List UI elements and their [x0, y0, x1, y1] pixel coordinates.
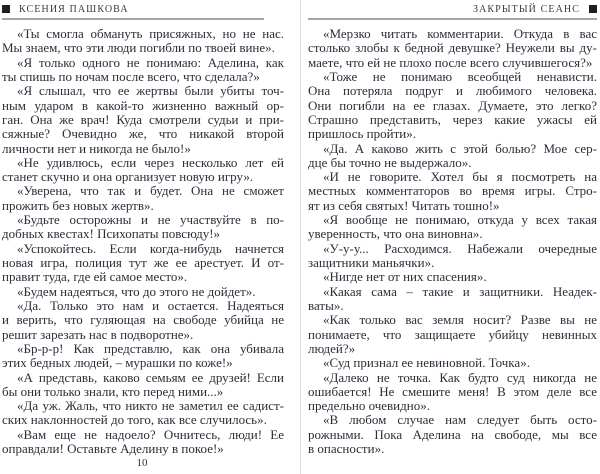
text-line: Мы знаем, что эти люди погибли по твоей вине». — [2, 41, 275, 56]
text-line: «Успокойтесь. Если когда-нибудь начнется — [17, 241, 284, 256]
page-number: 10 — [136, 457, 148, 469]
header-rule-right — [308, 18, 597, 20]
text-line: бы они только знали, кто перед ними...» — [2, 384, 224, 399]
text-line: ошибается! Не смешите меня! В этом деле все — [308, 384, 597, 399]
text-line: ным ударом в какой-то жизненно важный ор- — [2, 98, 284, 113]
text-line: «Ты смогла обмануть присяжных, но не нас. — [17, 27, 284, 41]
text-line: в опасности». — [308, 442, 385, 457]
text-line: сяжные? Очевидно же, что никакой второй — [2, 127, 284, 142]
running-title-author: КСЕНИЯ ПАШКОВА — [19, 3, 129, 15]
text-line: уверенность, что она виновна». — [308, 227, 483, 242]
text-line: столько злобы к бедной девушке? Неужели вы ду- — [308, 41, 597, 56]
text-line: защитники маньячки». — [308, 256, 435, 270]
text-line: «Мерзко читать комментарии. Откуда в вас — [323, 27, 597, 41]
page-right — [300, 0, 600, 474]
text-line: «Вам еще не надоело? Очнитесь, люди! Ее — [17, 427, 284, 442]
text-line: пришлось пройти». — [308, 127, 416, 142]
text-line: станет скучно и она организует новую игру». — [2, 170, 254, 185]
text-line: ты спишь по ночам после всего, что сделала?» — [2, 69, 260, 84]
text-line: ган. Она же врач! Куда смотрели судьи и при- — [2, 112, 284, 127]
text-line: и верить, что гуляющая на свободе убийца не — [2, 313, 284, 328]
page-text — [308, 27, 597, 456]
text-line: «А представь, каково семьям ее друзей! Если — [17, 370, 284, 385]
text-line: Она потеряла подруг и любимого человека. — [308, 84, 597, 99]
text-line: «И не говорите. Хотел бы я посмотреть на — [323, 170, 597, 185]
text-line: «Да уж. Жаль, что никто не заметил ее садист- — [17, 399, 284, 414]
text-line: личности нет и никогда не было!» — [2, 141, 191, 156]
text-line: рожными. Пока Аделина на свободе, мы все — [308, 427, 597, 442]
text-line: решит зарезать нас в подворотне». — [2, 327, 194, 342]
text-line: «У-у-у... Расходимся. Набежали очередные — [323, 241, 597, 256]
text-line: «Бр-р-р! Как представлю, как она убивала — [17, 341, 284, 356]
text-line: «Суд признал ее невиновной. Точка». — [323, 356, 530, 371]
text-line: новая игра, полиция тут же ее арестует. И от- — [2, 256, 284, 270]
text-line: предельно очевидно». — [308, 399, 430, 414]
text-line: дце бы точно не выдержало». — [308, 155, 472, 170]
text-line: «В любом случае нам следует быть осто- — [323, 413, 597, 428]
text-line: ят из себя святых! Читать тошно!» — [308, 198, 500, 213]
page-header-left — [2, 3, 284, 15]
text-line: прожить без новых жертв». — [2, 198, 154, 213]
corner-square-icon — [2, 5, 10, 13]
text-line: «Да. А каково жить с этой болью? Мое сер- — [323, 141, 597, 156]
page-text — [2, 27, 284, 456]
text-line: ских наклонностей до того, как все случилось». — [2, 413, 267, 428]
text-line: маете, что ей не плохо после всего случившегося?» — [308, 55, 593, 70]
text-line: «Да. Только это нам и остается. Надеяться — [17, 298, 284, 313]
text-line: «Не удивлюсь, если через несколько лет ей — [17, 155, 284, 170]
text-line: «Нигде нет от них спасения». — [323, 270, 487, 285]
text-line: Они погибли на ее глазах. Думаете, это легко? — [308, 98, 597, 113]
text-line: Страшно представить, через какие ужасы ей — [308, 112, 597, 127]
text-line: «Далеко не точка. Как будто суд никогда не — [323, 370, 597, 385]
text-line: добных квестах! Психопаты повсюду!» — [2, 227, 221, 242]
text-line: «Я вообще не понимаю, откуда у всех такая — [323, 213, 597, 228]
text-line: этих бедных людей, – мурашки по коже!» — [2, 356, 233, 371]
text-line: «Как только вас земля носит? Разве вы не — [323, 313, 597, 328]
text-line: «Будьте осторожны и не участвуйте в по- — [17, 213, 284, 228]
text-line: ваты». — [308, 298, 344, 313]
text-line: оправдали! Оставьте Аделину в покое!» — [2, 442, 224, 457]
page-header-right — [308, 3, 597, 15]
text-line: понимаете, что защищаете убийцу невинных — [308, 327, 597, 342]
header-rule-left — [2, 18, 264, 20]
text-line: «Какая сама – такие и защитники. Неадек- — [323, 284, 597, 299]
running-title-book: ЗАКРЫТЫЙ СЕАНС — [472, 3, 580, 15]
text-line: «Я слышал, что ее жертвы были убиты точ- — [17, 84, 284, 99]
text-line: правит туда, где ей самое место». — [2, 270, 188, 285]
text-line: «Будем надеяться, что до этого не дойдет». — [17, 284, 256, 299]
corner-square-icon — [589, 5, 597, 13]
text-line: местных комментаторов во время игры. Стро- — [308, 184, 597, 199]
text-line: «Уверена, что так и будет. Она не сможет — [17, 184, 284, 199]
text-line: людей?» — [308, 341, 356, 356]
text-line: «Я только одного не понимаю: Аделина, как — [17, 55, 284, 70]
text-line: «Тоже не понимаю всеобщей ненависти. — [323, 69, 597, 84]
